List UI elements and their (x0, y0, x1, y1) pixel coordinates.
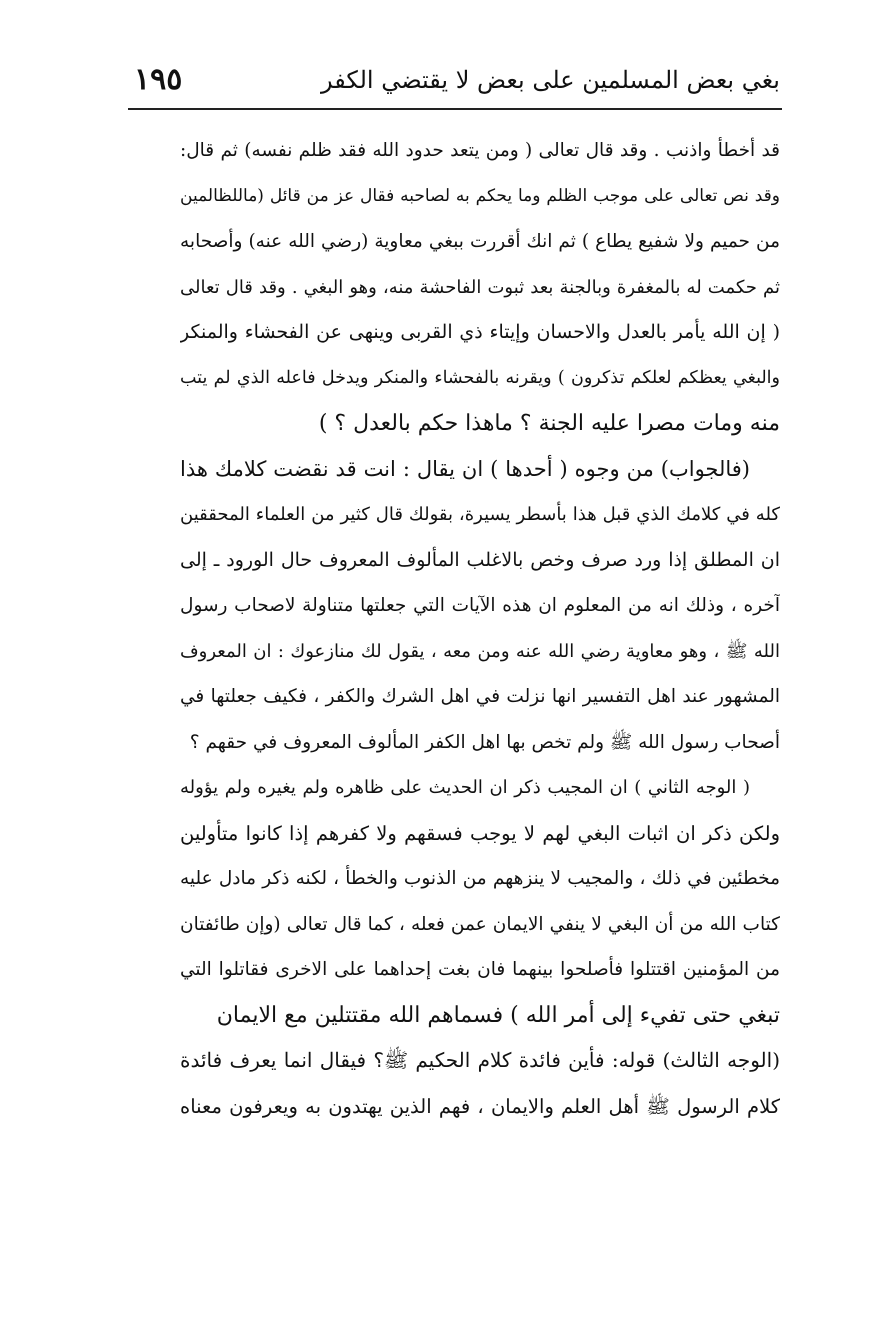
text-line: كله في كلامك الذي قبل هذا بأسطر يسيرة، بقولك قال كثير من العلماء المحققين (180, 504, 780, 525)
text-line: مخطئين في ذلك ، والمجيب لا ينزههم من الذنوب والخطأ ، لكنه ذكر مادل عليه (180, 868, 780, 889)
text-line: ثم حكمت له بالمغفرة وبالجنة بعد ثبوت الفاحشة منه، وهو البغي . وقد قال تعالى (180, 276, 780, 298)
text-line: وقد نص تعالى على موجب الظلم وما يحكم به لصاحبه فقال عز من قائل (ماللظالمين (180, 185, 780, 206)
paragraph-start-line: (الوجه الثالث) قوله: فأين فائدة كلام الحكيم ﷺ؟ فيقال انما يعرف فائدة (180, 1048, 780, 1072)
text-line: آخره ، وذلك انه من المعلوم ان هذه الآيات التي جعلتها متناولة لاصحاب رسول (180, 595, 780, 616)
page-header (130, 58, 780, 102)
text-line: منه ومات مصرا عليه الجنة ؟ ماهذا حكم بالعدل ؟ ) (318, 411, 780, 436)
text-line: ان المطلق إذا ورد صرف وخص بالاغلب المألوف المعروف حال الورود ـ إلى (180, 548, 780, 571)
text-line: ( إن الله يأمر بالعدل والاحسان وإيتاء ذي القربى وينهى عن الفحشاء والمنكر (180, 321, 780, 343)
text-line: والبغي يعظكم لعلكم تذكرون ) ويقرنه بالفحشاء والمنكر ويدخل فاعله الذي لم يتب (180, 367, 780, 388)
text-line: كلام الرسول ﷺ أهل العلم والايمان ، فهم الذين يهتدون به ويعرفون معناه (180, 1094, 780, 1118)
text-line: الله ﷺ ، وهو معاوية رضي الله عنه ومن معه ، يقول لك منازعوك : ان المعروف (180, 640, 780, 662)
running-title: بغي بعض المسلمين على بعض لا يقتضي الكفر (320, 66, 780, 94)
text-line: كتاب الله من أن البغي لا ينفي الايمان عمن فعله ، كما قال تعالى (وإن طائفتان (180, 913, 780, 935)
header-divider (128, 108, 782, 110)
text-line: أصحاب رسول الله ﷺ ولم تخص بها اهل الكفر المألوف المعروف في حقهم ؟ (189, 731, 780, 753)
text-line: ولكن ذكر ان اثبات البغي لهم لا يوجب فسقهم ولا كفرهم إذا كانوا متأولين (180, 821, 780, 845)
paragraph-start-line: (فالجواب) من وجوه ( أحدها ) ان يقال : انت قد نقضت كلامك هذا (180, 456, 750, 481)
text-line: تبغي حتى تفيء إلى أمر الله ) فسماهم الله مقتتلين مع الايمان (216, 1002, 780, 1028)
text-line: من حميم ولا شفيع يطاع ) ثم انك أقررت ببغي معاوية (رضي الله عنه) وأصحابه (180, 231, 780, 252)
body-text (180, 128, 780, 1129)
text-line: المشهور عند اهل التفسير انها نزلت في اهل الشرك والكفر ، فكيف جعلتها في (180, 686, 780, 707)
paragraph-start-line: ( الوجه الثاني ) ان المجيب ذكر ان الحديث على ظاهره ولم يغيره ولم يؤوله (180, 777, 750, 798)
page-number: ١٩٥ (134, 62, 183, 97)
text-line: من المؤمنين اقتتلوا فأصلحوا بينهما فان بغت إحداهما على الاخرى فقاتلوا التي (180, 959, 780, 980)
text-line: قد أخطأ واذنب . وقد قال تعالى ( ومن يتعد حدود الله فقد ظلم نفسه) ثم قال: (180, 140, 780, 161)
